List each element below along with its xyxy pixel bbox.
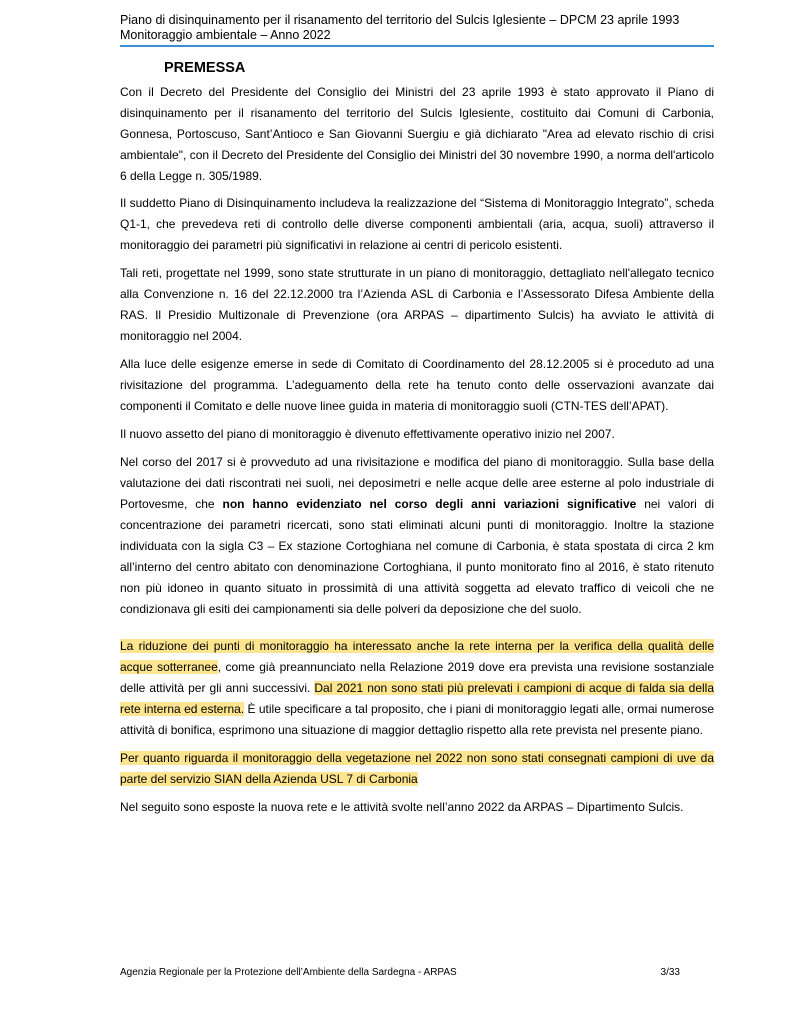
- document-body: [120, 58, 714, 818]
- highlight-vegetation: Per quanto riguarda il monitoraggio della vegetazione nel 2022 non sono stati consegnati campioni di uve da parte del servizio SIAN della Azienda USL 7 di Carbonia: [120, 751, 714, 786]
- revision-text-start: Nel corso del 2017 si è provveduto ad una rivisitazione e modifica del piano di monitoraggio. Sulla base della valutazione dei dati riscontrati nei suoli, nei deposimetri e nelle acque delle aree esterne al polo industriale di Portovesme, che: [120, 455, 714, 511]
- highlight-internal-network: La riduzione dei punti di monitoraggio ha interessato anche la rete interna per la verifica della qualità delle acque sotterranee: [120, 639, 714, 674]
- section-title: PREMESSA: [164, 60, 246, 76]
- paragraph-following: Nel seguito sono esposte la nuova rete e le attività svolte nell’anno 2022 da ARPAS – Dipartimento Sulcis.: [120, 800, 684, 814]
- paragraph-network-reduction: [120, 636, 714, 741]
- footer-agency: Agenzia Regionale per la Protezione dell’Ambiente della Sardegna - ARPAS: [120, 967, 457, 978]
- paragraph-committee: Alla luce delle esigenze emerse in sede di Comitato di Coordinamento del 28.12.2005 si è proceduto ad una rivisitazione del programma. L’adeguamento della rete ha tenuto conto delle osservazioni avanzate dai componenti il Comitato e delle nuove linee guida in materia di monitoraggio suoli (CTN-TES dell’APAT).: [120, 357, 714, 413]
- reduction-text-end: È utile specificare a tal proposito, che i piani di monitoraggio legati alle, ormai numerose attività di bonifica, esprimono una situazione di maggior dettaglio rispetto alla rete prevista nel presente piano.: [120, 702, 714, 737]
- page-header: [120, 13, 714, 47]
- paragraph-decree: Con il Decreto del Presidente del Consiglio dei Ministri del 23 aprile 1993 è stato approvato il Piano di disinquinamento per il risanamento del territorio del Sulcis Iglesiente, costituito dai Comuni di Carbonia, Gonnesa, Portoscuso, Sant’Antioco e San Giovanni Suergiu e già dichiarato "Area ad elevato rischio di crisi ambientale", con il Decreto del Presidente del Consiglio dei Ministri del 30 novembre 1990, a norma dell'articolo 6 della Legge n. 305/1989.: [120, 85, 714, 183]
- paragraph-networks: Tali reti, progettate nel 1999, sono state strutturate in un piano di monitoraggio, dettagliato nell'allegato tecnico alla Convenzione n. 16 del 22.12.2000 tra l’Azienda ASL di Carbonia e l’Assessorato Difesa Ambiente della RAS. Il Presidio Multizonale di Prevenzione (ora ARPAS – dipartimento Sulcis) ha avviato le attività di monitoraggio nel 2004.: [120, 266, 714, 343]
- footer-page-number: 3/33: [660, 967, 680, 978]
- paragraph-revision-2017: [120, 452, 714, 620]
- header-subtitle-line: Monitoraggio ambientale – Anno 2022: [120, 28, 331, 42]
- reduction-text-middle: , come già preannunciato nella Relazione 2019 dove era prevista una revisione sostanziale delle attività per gli anni successivi.: [120, 660, 714, 695]
- revision-text-end: nei valori di concentrazione dei parametri ricercati, sono stati eliminati alcuni punti di monitoraggio. Inoltre la stazione individuata con la sigla C3 – Ex stazione Cortoghiana nel comune di Carbonia, è stata spostata di circa 2 km all’interno del centro abitato con denominazione Cortoghiana, il punto monitorato fino al 2016, è stato ritenuto non più idoneo in quanto situato in prossimità di una attività soggetta ad elevato traffico di veicoli che ne condizionava gli esiti dei campionamenti sia delle polveri da deposizione che del suolo.: [120, 497, 715, 616]
- paragraph-vegetation: [120, 748, 714, 790]
- revision-bold-text: non hanno evidenziato nel corso degli anni variazioni significative: [222, 497, 637, 511]
- paragraph-new-plan: Il nuovo assetto del piano di monitoraggio è divenuto effettivamente operativo inizio nel 2007.: [120, 427, 615, 441]
- highlight-groundwater-2021: Dal 2021 non sono stati più prelevati i campioni di acque di falda sia della rete interna ed esterna.: [120, 681, 714, 716]
- header-title-line: Piano di disinquinamento per il risanamento del territorio del Sulcis Iglesiente – DPCM 23 aprile 1993: [120, 13, 680, 27]
- paragraph-monitoring-system: Il suddetto Piano di Disinquinamento includeva la realizzazione del “Sistema di Monitoraggio Integrato”, scheda Q1-1, che prevedeva reti di controllo delle diverse componenti ambientali (aria, acqua, suoli) attraverso il monitoraggio dei parametri più significativi in relazione ai centri di pericolo esistenti.: [120, 196, 714, 252]
